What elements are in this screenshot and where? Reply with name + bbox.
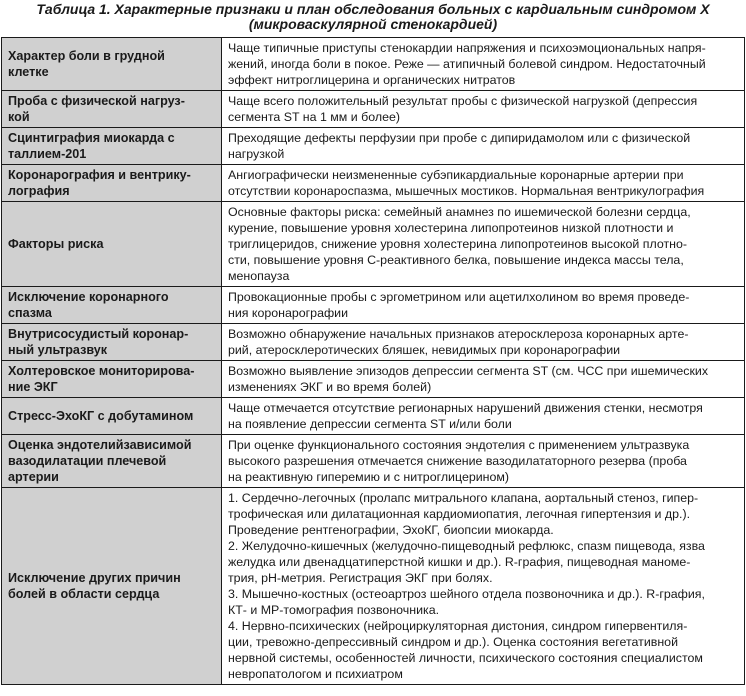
description-line: курение, повышение уровня холестерина липопротеинов низкой плотности и	[228, 221, 674, 235]
description-line: Чаще типичные приступы стенокардии напряжения и психоэмоциональных напря-	[228, 41, 706, 55]
row-header-line: Сцинтиграфия миокарда с	[8, 131, 175, 145]
row-header-line: болей в области сердца	[8, 587, 160, 601]
row-header-line: вазодилатации плечевой	[8, 454, 167, 468]
row-header-cell	[2, 128, 222, 165]
description-line: высокого разрешения отмечается снижение вазодилататорного резерва (проба	[228, 454, 687, 468]
description-line: ния коронарографии	[228, 306, 349, 320]
table-row	[2, 38, 745, 91]
row-description-cell	[222, 324, 745, 361]
row-header-cell	[2, 165, 222, 202]
description-line: триглицеридов, снижение уровня холестерина липопротеинов высокой плотно-	[228, 237, 688, 251]
description-line: менопауза	[228, 269, 290, 283]
row-description-cell	[222, 91, 745, 128]
description-line: невропатологом и психиатром	[228, 667, 403, 681]
row-header-line: Проба с физической нагруз-	[8, 94, 185, 108]
row-description-cell	[222, 38, 745, 91]
description-line: изменениях ЭКГ и во время болей)	[228, 380, 432, 394]
row-header-line: Внутрисосудистый коронар-	[8, 327, 189, 341]
row-description-cell	[222, 128, 745, 165]
row-header-line: артерии	[8, 470, 59, 484]
table-row	[2, 202, 745, 287]
row-description-cell	[222, 488, 745, 685]
row-header-cell	[2, 38, 222, 91]
row-header-cell	[2, 287, 222, 324]
table-row	[2, 165, 745, 202]
description-line: отсутствии коронароспазма, мышечных мостиков. Нормальная вентрикулография	[228, 184, 705, 198]
description-line: КТ- и МР-томография позвоночника.	[228, 603, 440, 617]
caption-line-2: (микроваскулярной стенокардией)	[248, 16, 498, 32]
description-line: эффект нитроглицерина и органических нитратов	[228, 73, 516, 87]
table-row	[2, 128, 745, 165]
row-header-cell	[2, 435, 222, 488]
table-row	[2, 91, 745, 128]
row-header-line: Факторы риска	[8, 237, 104, 251]
description-line: рий, атеросклеротических бляшек, невидимых при коронарографии	[228, 343, 621, 357]
row-header-line: Холтеровское мониторирова-	[8, 364, 195, 378]
description-line: на появление депрессии сегмента ST и/или боли	[228, 417, 512, 431]
row-description-cell	[222, 398, 745, 435]
table-row	[2, 287, 745, 324]
row-header-line: лография	[8, 184, 70, 198]
description-line: При оценке функционального состояния эндотелия с применением ультразвука	[228, 438, 690, 452]
description-line: 3. Мышечно-костных (остеоартроз шейного отдела позвоночника и др.). R-графия,	[228, 587, 705, 601]
table-row	[2, 435, 745, 488]
row-header-line: таллием-201	[8, 147, 87, 161]
description-line: на реактивную гиперемию и с нитроглицерином)	[228, 470, 510, 484]
table-body	[2, 38, 745, 685]
description-line: ции, тревожно-депрессивный синдром и др.). Оценка состояния вегетативной	[228, 635, 678, 649]
description-line: Чаще отмечается отсутствие регионарных нарушений движения стенки, несмотря	[228, 401, 703, 415]
row-description-cell	[222, 202, 745, 287]
row-header-cell	[2, 361, 222, 398]
row-header-cell	[2, 398, 222, 435]
description-line: жений, иногда боли в покое. Реже — атипичный болевой синдром. Недостаточный	[228, 57, 706, 71]
row-header-line: Коронарография и вентрику-	[8, 168, 191, 182]
row-header-cell	[2, 202, 222, 287]
description-line: 1. Сердечно-легочных (пролапс митрального клапана, аортальный стеноз, гипер-	[228, 491, 699, 505]
row-header-cell	[2, 488, 222, 685]
table-row	[2, 398, 745, 435]
table-caption	[0, 0, 746, 34]
description-line: нагрузкой	[228, 147, 285, 161]
row-header-line: кой	[8, 110, 30, 124]
row-description-cell	[222, 287, 745, 324]
table-row	[2, 324, 745, 361]
row-header-line: спазма	[8, 306, 52, 320]
description-line: 4. Нервно-психических (нейроциркуляторная дистония, синдром гипервентиля-	[228, 619, 688, 633]
description-line: Чаще всего положительный результат пробы с физической нагрузкой (депрессия	[228, 94, 698, 108]
row-description-cell	[222, 361, 745, 398]
row-header-line: Оценка эндотелийзависимой	[8, 438, 192, 452]
description-line: Возможно выявление эпизодов депрессии сегмента ST (см. ЧСС при ишемических	[228, 364, 709, 378]
row-header-line: ние ЭКГ	[8, 380, 58, 394]
caption-line-1: Таблица 1. Характерные признаки и план обследования больных с кардиальным синдромом Х	[36, 1, 710, 17]
description-line: трофическая или дилатационная кардиомиопатия, легочная гипертензия и др.).	[228, 507, 691, 521]
row-header-cell	[2, 91, 222, 128]
row-header-line: Стресс-ЭхоКГ с добутамином	[8, 409, 194, 423]
row-header-cell	[2, 324, 222, 361]
table-row	[2, 361, 745, 398]
description-line: трия, рН-метрия. Регистрация ЭКГ при болях.	[228, 571, 493, 585]
row-header-line: ный ультразвук	[8, 343, 108, 357]
description-line: желудка или двенадцатиперстной кишки и др.). R-графия, пищеводная маноме-	[228, 555, 691, 569]
row-header-line: клетке	[8, 65, 49, 79]
description-line: Преходящие дефекты перфузии при пробе с дипиридамолом или с физической	[228, 131, 691, 145]
description-line: нервной системы, особенностей личности, психического состояния специалистом	[228, 651, 703, 665]
row-header-line: Исключение коронарного	[8, 290, 169, 304]
description-line: Возможно обнаружение начальных признаков атеросклероза коронарных арте-	[228, 327, 689, 341]
description-line: сти, повышение уровня С-реактивного белка, повышение индекса массы тела,	[228, 253, 684, 267]
row-header-line: Характер боли в грудной	[8, 49, 165, 63]
description-line: Основные факторы риска: семейный анамнез по ишемической болезни сердца,	[228, 205, 691, 219]
description-line: Ангиографически неизмененные субэпикардиальные коронарные артерии при	[228, 168, 684, 182]
row-description-cell	[222, 435, 745, 488]
description-line: сегмента ST на 1 мм и более)	[228, 110, 400, 124]
description-line: Проведение рентгенографии, ЭхоКГ, биопсии миокарда.	[228, 523, 554, 537]
description-line: 2. Желудочно-кишечных (желудочно-пищеводный рефлюкс, спазм пищевода, язва	[228, 539, 705, 553]
findings-table	[1, 37, 745, 685]
row-description-cell	[222, 165, 745, 202]
row-header-line: Исключение других причин	[8, 571, 181, 585]
table-row	[2, 488, 745, 685]
description-line: Провокационные пробы с эргометрином или ацетилхолином во время проведе-	[228, 290, 690, 304]
